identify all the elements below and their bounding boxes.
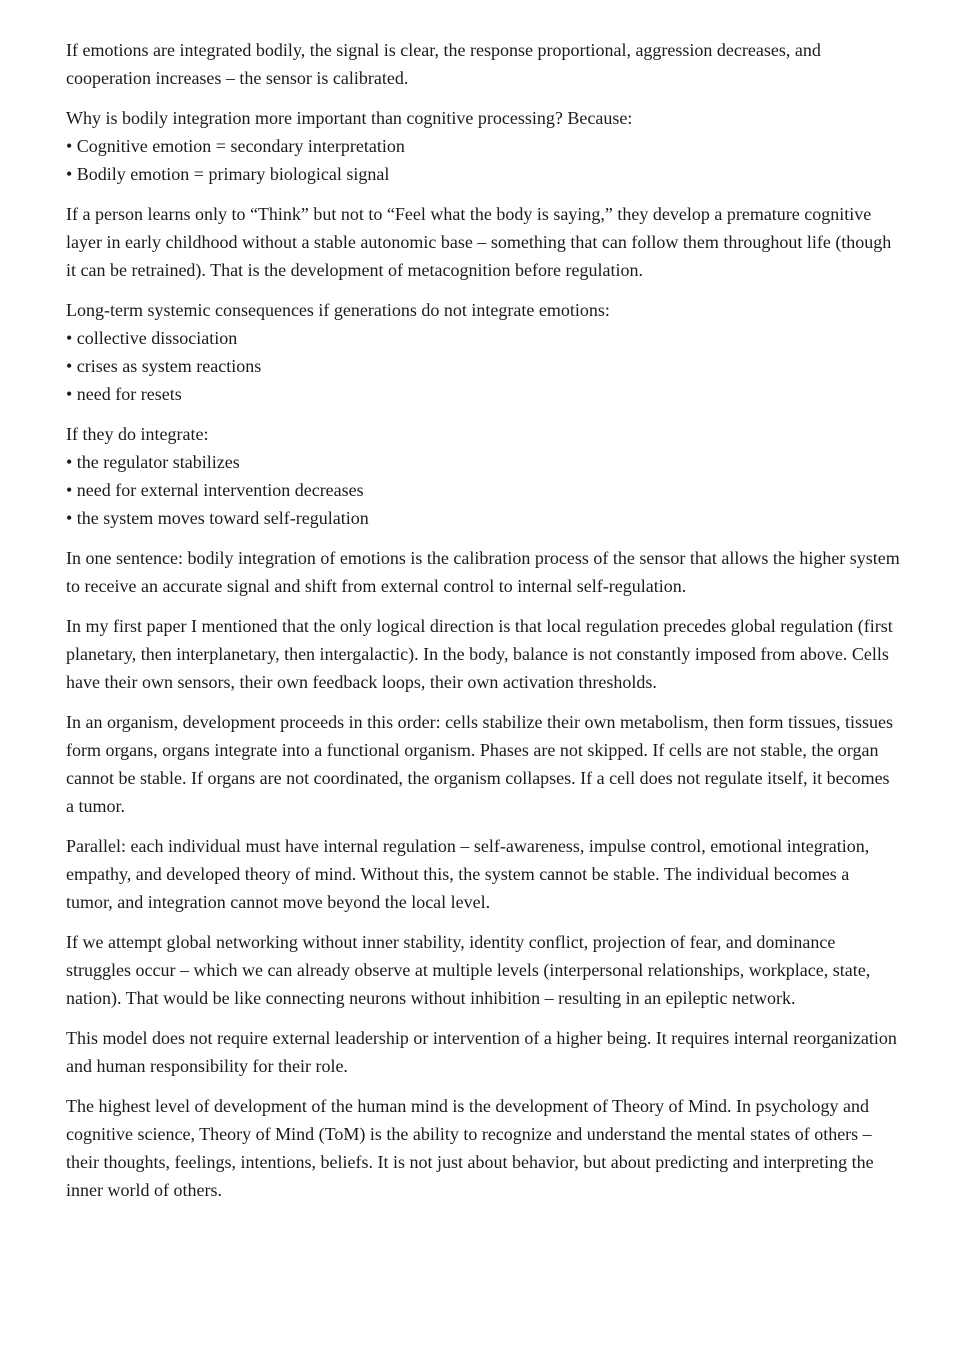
paragraph: The highest level of development of the human mind is the development of Theory of Mind. In psychology and cognitive science, Theory of Mind (ToM) is the ability to recognize and understand the mental states of others – their thoughts, feelings, intentions, beliefs. It is not just about behavior, but about predicting and interpreting the inner world of others. <box>66 1096 874 1200</box>
bullet-item: • collective dissociation <box>66 328 238 348</box>
paragraph: If a person learns only to “Think” but not to “Feel what the body is saying,” they develop a premature cognitive layer in early childhood without a stable autonomic base – something that can follow them throughout life (though it can be retrained). That is the development of metacognition before regulation. <box>66 204 892 280</box>
paragraph: In one sentence: bodily integration of emotions is the calibration process of the sensor that allows the higher system to receive an accurate signal and shift from external control to internal self-regulation. <box>66 548 900 596</box>
bullet-item: • need for external intervention decreases <box>66 480 364 500</box>
bullet-item: • the system moves toward self-regulation <box>66 508 369 528</box>
paragraph-with-list <box>66 104 900 188</box>
paragraph: In my first paper I mentioned that the only logical direction is that local regulation precedes global regulation (first planetary, then interplanetary, then intergalactic). In the body, balance is not constantly imposed from above. Cells have their own sensors, their own feedback loops, their own activation thresholds. <box>66 616 893 692</box>
bullet-item: • need for resets <box>66 384 182 404</box>
paragraph-with-list <box>66 296 900 408</box>
paragraph: Parallel: each individual must have internal regulation – self-awareness, impulse control, emotional integration, empathy, and developed theory of mind. Without this, the system cannot be stable. The individual becomes a tumor, and integration cannot move beyond the local level. <box>66 836 870 912</box>
paragraph: In an organism, development proceeds in this order: cells stabilize their own metabolism, then form tissues, tissues form organs, organs integrate into a functional organism. Phases are not skipped. If cells are not stable, the organ cannot be stable. If organs are not coordinated, the organism collapses. If a cell does not regulate itself, it becomes a tumor. <box>66 712 893 816</box>
bullet-item: • the regulator stabilizes <box>66 452 240 472</box>
list-lead-line: Long-term systemic consequences if generations do not integrate emotions: <box>66 300 610 320</box>
paragraph: If we attempt global networking without inner stability, identity conflict, projection of fear, and dominance struggles occur – which we can already observe at multiple levels (interpersonal relationships, workplace, state, nation). That would be like connecting neurons without inhibition – resulting in an epileptic network. <box>66 932 871 1008</box>
list-lead-line: If they do integrate: <box>66 424 209 444</box>
bullet-item: • Cognitive emotion = secondary interpretation <box>66 136 405 156</box>
paragraph: If emotions are integrated bodily, the signal is clear, the response proportional, aggression decreases, and cooperation increases – the sensor is calibrated. <box>66 40 821 88</box>
list-lead-line: Why is bodily integration more important than cognitive processing? Because: <box>66 108 633 128</box>
paragraph-with-list <box>66 420 900 532</box>
paragraph: This model does not require external leadership or intervention of a higher being. It requires internal reorganization and human responsibility for their role. <box>66 1028 897 1076</box>
bullet-item: • crises as system reactions <box>66 356 262 376</box>
bullet-item: • Bodily emotion = primary biological signal <box>66 164 390 184</box>
